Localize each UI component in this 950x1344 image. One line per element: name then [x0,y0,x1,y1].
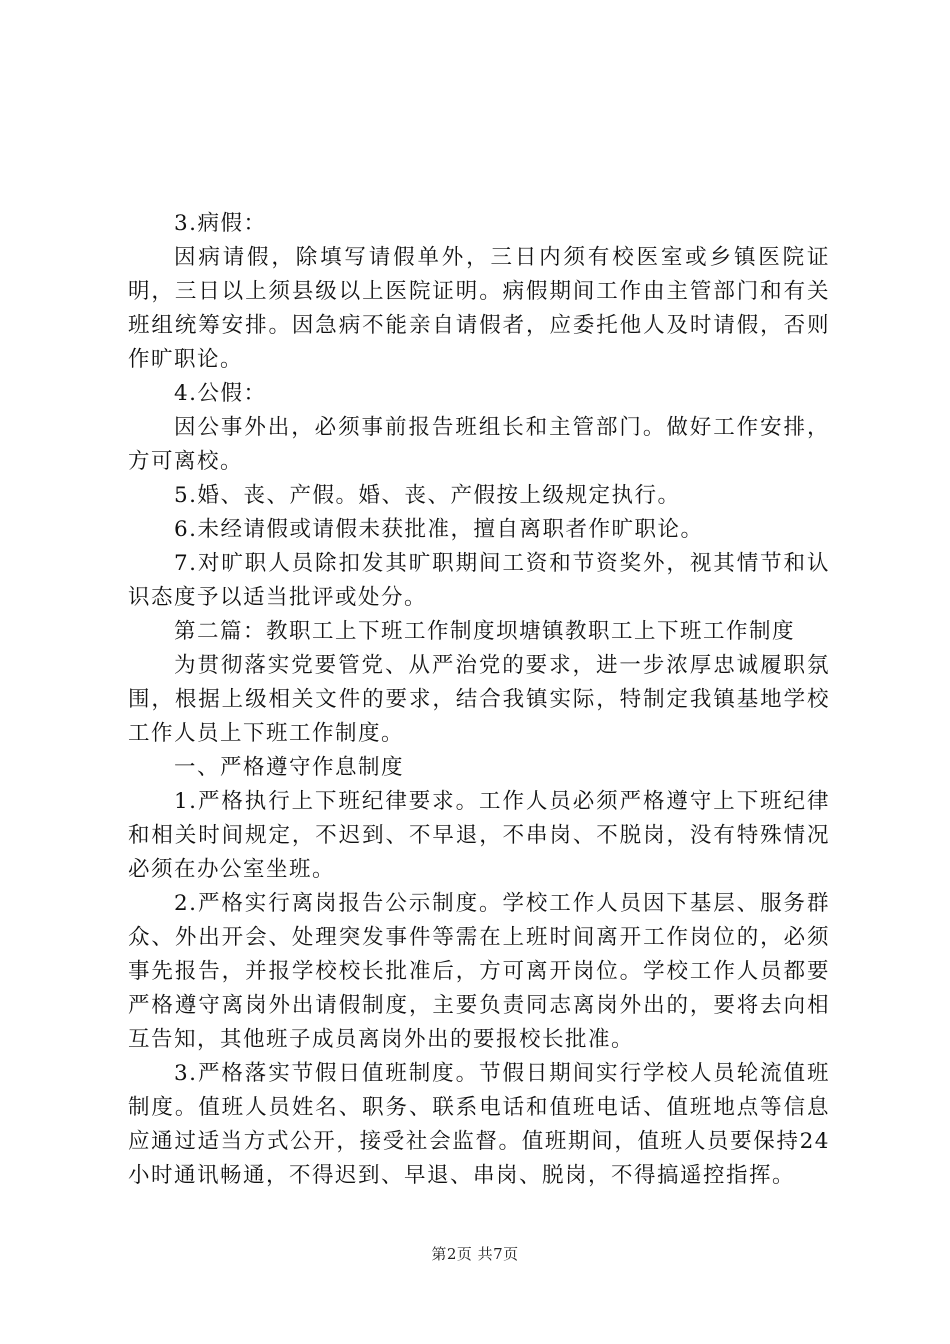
rule-1-paragraph: 1.严格执行上下班纪律要求。工作人员必须严格遵守上下班纪律和相关时间规定，不迟到、不早退，不串岗、不脱岗，没有特殊情况必须在办公室坐班。 [128,789,830,882]
rule-2-paragraph: 2.严格实行离岗报告公示制度。学校工作人员因下基层、服务群众、外出开会、处理突发事件等需在上班时间离开工作岗位的，必须事先报告，并报学校校长批准后，方可离开岗位。学校工作人员都要严格遵守离岗外出请假制度，主要负责同志离岗外出的，要将去向相互告知，其他班子成员离岗外出的要报校长批准。 [128,891,830,1052]
sick-leave-paragraph: 因病请假，除填写请假单外，三日内须有校医室或乡镇医院证明，三日以上须县级以上医院证明。病假期间工作由主管部门和有关班组统筹安排。因急病不能亲自请假者，应委托他人及时请假，否则作旷职论。 [128,245,830,372]
intro-paragraph: 为贯彻落实党要管党、从严治党的要求，进一步浓厚忠诚履职氛围，根据上级相关文件的要求，结合我镇实际，特制定我镇基地学校工作人员上下班工作制度。 [128,653,830,746]
item-5-paragraph: 5.婚、丧、产假。婚、丧、产假按上级规定执行。 [174,483,681,508]
rule-3-paragraph: 3.严格落实节假日值班制度。节假日期间实行学校人员轮流值班制度。值班人员姓名、职务、联系电话和值班电话、值班地点等信息应通过适当方式公开，接受社会监督。值班期间，值班人员要保持24小时通讯畅通，不得迟到、早退、串岗、脱岗，不得搞遥控指挥。 [128,1061,830,1188]
item-6-paragraph: 6.未经请假或请假未获批准，擅自离职者作旷职论。 [174,517,704,542]
page-number-footer: 第2页 共7页 [431,1245,519,1263]
item-3-heading: 3.病假： [174,211,267,236]
section-heading-1: 一、严格遵守作息制度 [174,755,405,780]
document-body [128,207,830,1193]
item-4-heading: 4.公假： [174,381,267,406]
section-2-title: 第二篇：教职工上下班工作制度坝塘镇教职工上下班工作制度 [174,619,796,644]
official-leave-paragraph: 因公事外出，必须事前报告班组长和主管部门。做好工作安排，方可离校。 [128,415,830,474]
item-7-paragraph: 7.对旷职人员除扣发其旷职期间工资和节资奖外，视其情节和认识态度予以适当批评或处分。 [128,551,830,610]
